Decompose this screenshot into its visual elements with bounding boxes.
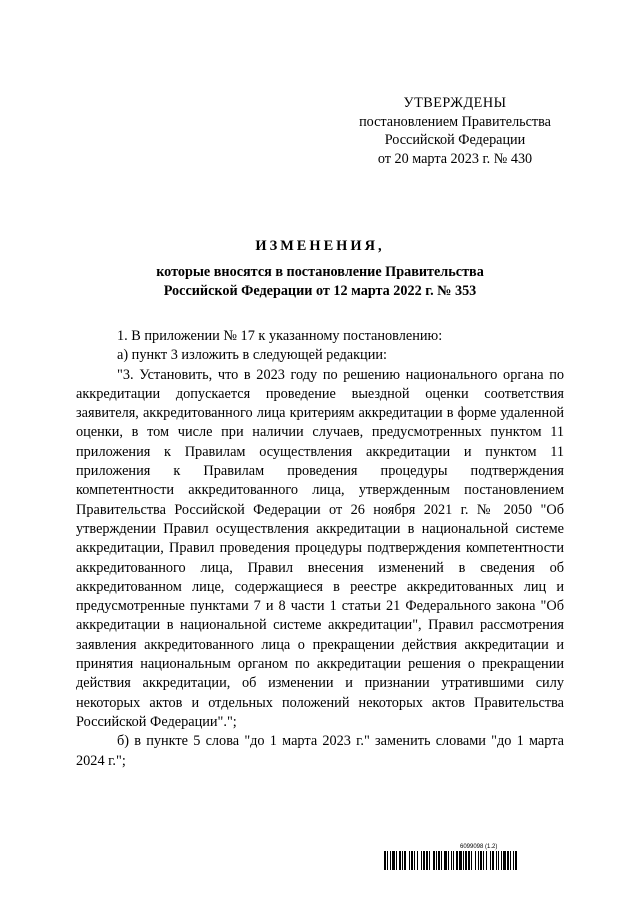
approval-line: Российской Федерации (384, 132, 526, 148)
paragraph-item-1: 1. В приложении № 17 к указанному постановлению: (117, 328, 443, 344)
approval-stamp (340, 94, 570, 168)
document-title: ИЗМЕНЕНИЯ, (255, 238, 385, 254)
approval-heading: УТВЕРЖДЕНЫ (403, 95, 507, 111)
paragraph-sub-a: а) пункт 3 изложить в следующей редакции: (117, 347, 387, 364)
subtitle-line: Российской Федерации от 12 марта 2022 г. № 353 (163, 282, 477, 299)
document-subtitle (0, 263, 640, 300)
approval-line: постановлением Правительства (359, 113, 551, 130)
document-body (76, 327, 564, 771)
paragraph-quoted-text: "3. Установить, что в 2023 году по решению национального органа по аккредитации допускается проведение выездной оценки соответствия заявителя, аккредитованного лица критериям аккредитации в форме удаленной оценки, в том числе при наличии случаев, предусмотренных пунктом 11 приложения к Правилам осуществления аккредитации и пунктом 11 приложения к Правилам проведения процедуры подтверждения компетентности аккредитованного лица, утвержденным постановлением Правительства Российской Федерации от 26 ноября 2021 г. № 2050 "Об утверждении Правил осуществления аккредитации в национальной системе аккредитации, Правил проведения процедуры подтверждения компетентности аккредитованного лица, Правил внесения изменений в сведения об аккредитованном лице, содержащиеся в реестре аккредитованных лиц и предусмотренные пунктами 7 и 8 части 1 статьи 21 Федерального закона "Об аккредитации в национальной системе аккредитации", Правил рассмотрения заявления аккредитованного лица о прекращении действия аккредитации и принятия национальным органом по аккредитации решения о прекращении действия аккредитации, об изменении и признании утратившими силу некоторых актов и отдельных положений некоторых актов Правительства Российской Федерации"."; (76, 366, 564, 730)
barcode-label: 6099098 (1.2) (460, 844, 498, 850)
approval-date-number: от 20 марта 2023 г. № 430 (377, 150, 533, 167)
barcode-icon (384, 851, 564, 870)
subtitle-line: которые вносятся в постановление Правительства (156, 264, 484, 280)
paragraph-sub-b: б) в пункте 5 слова "до 1 марта 2023 г." заменить словами "до 1 марта 2024 г."; (76, 733, 564, 769)
